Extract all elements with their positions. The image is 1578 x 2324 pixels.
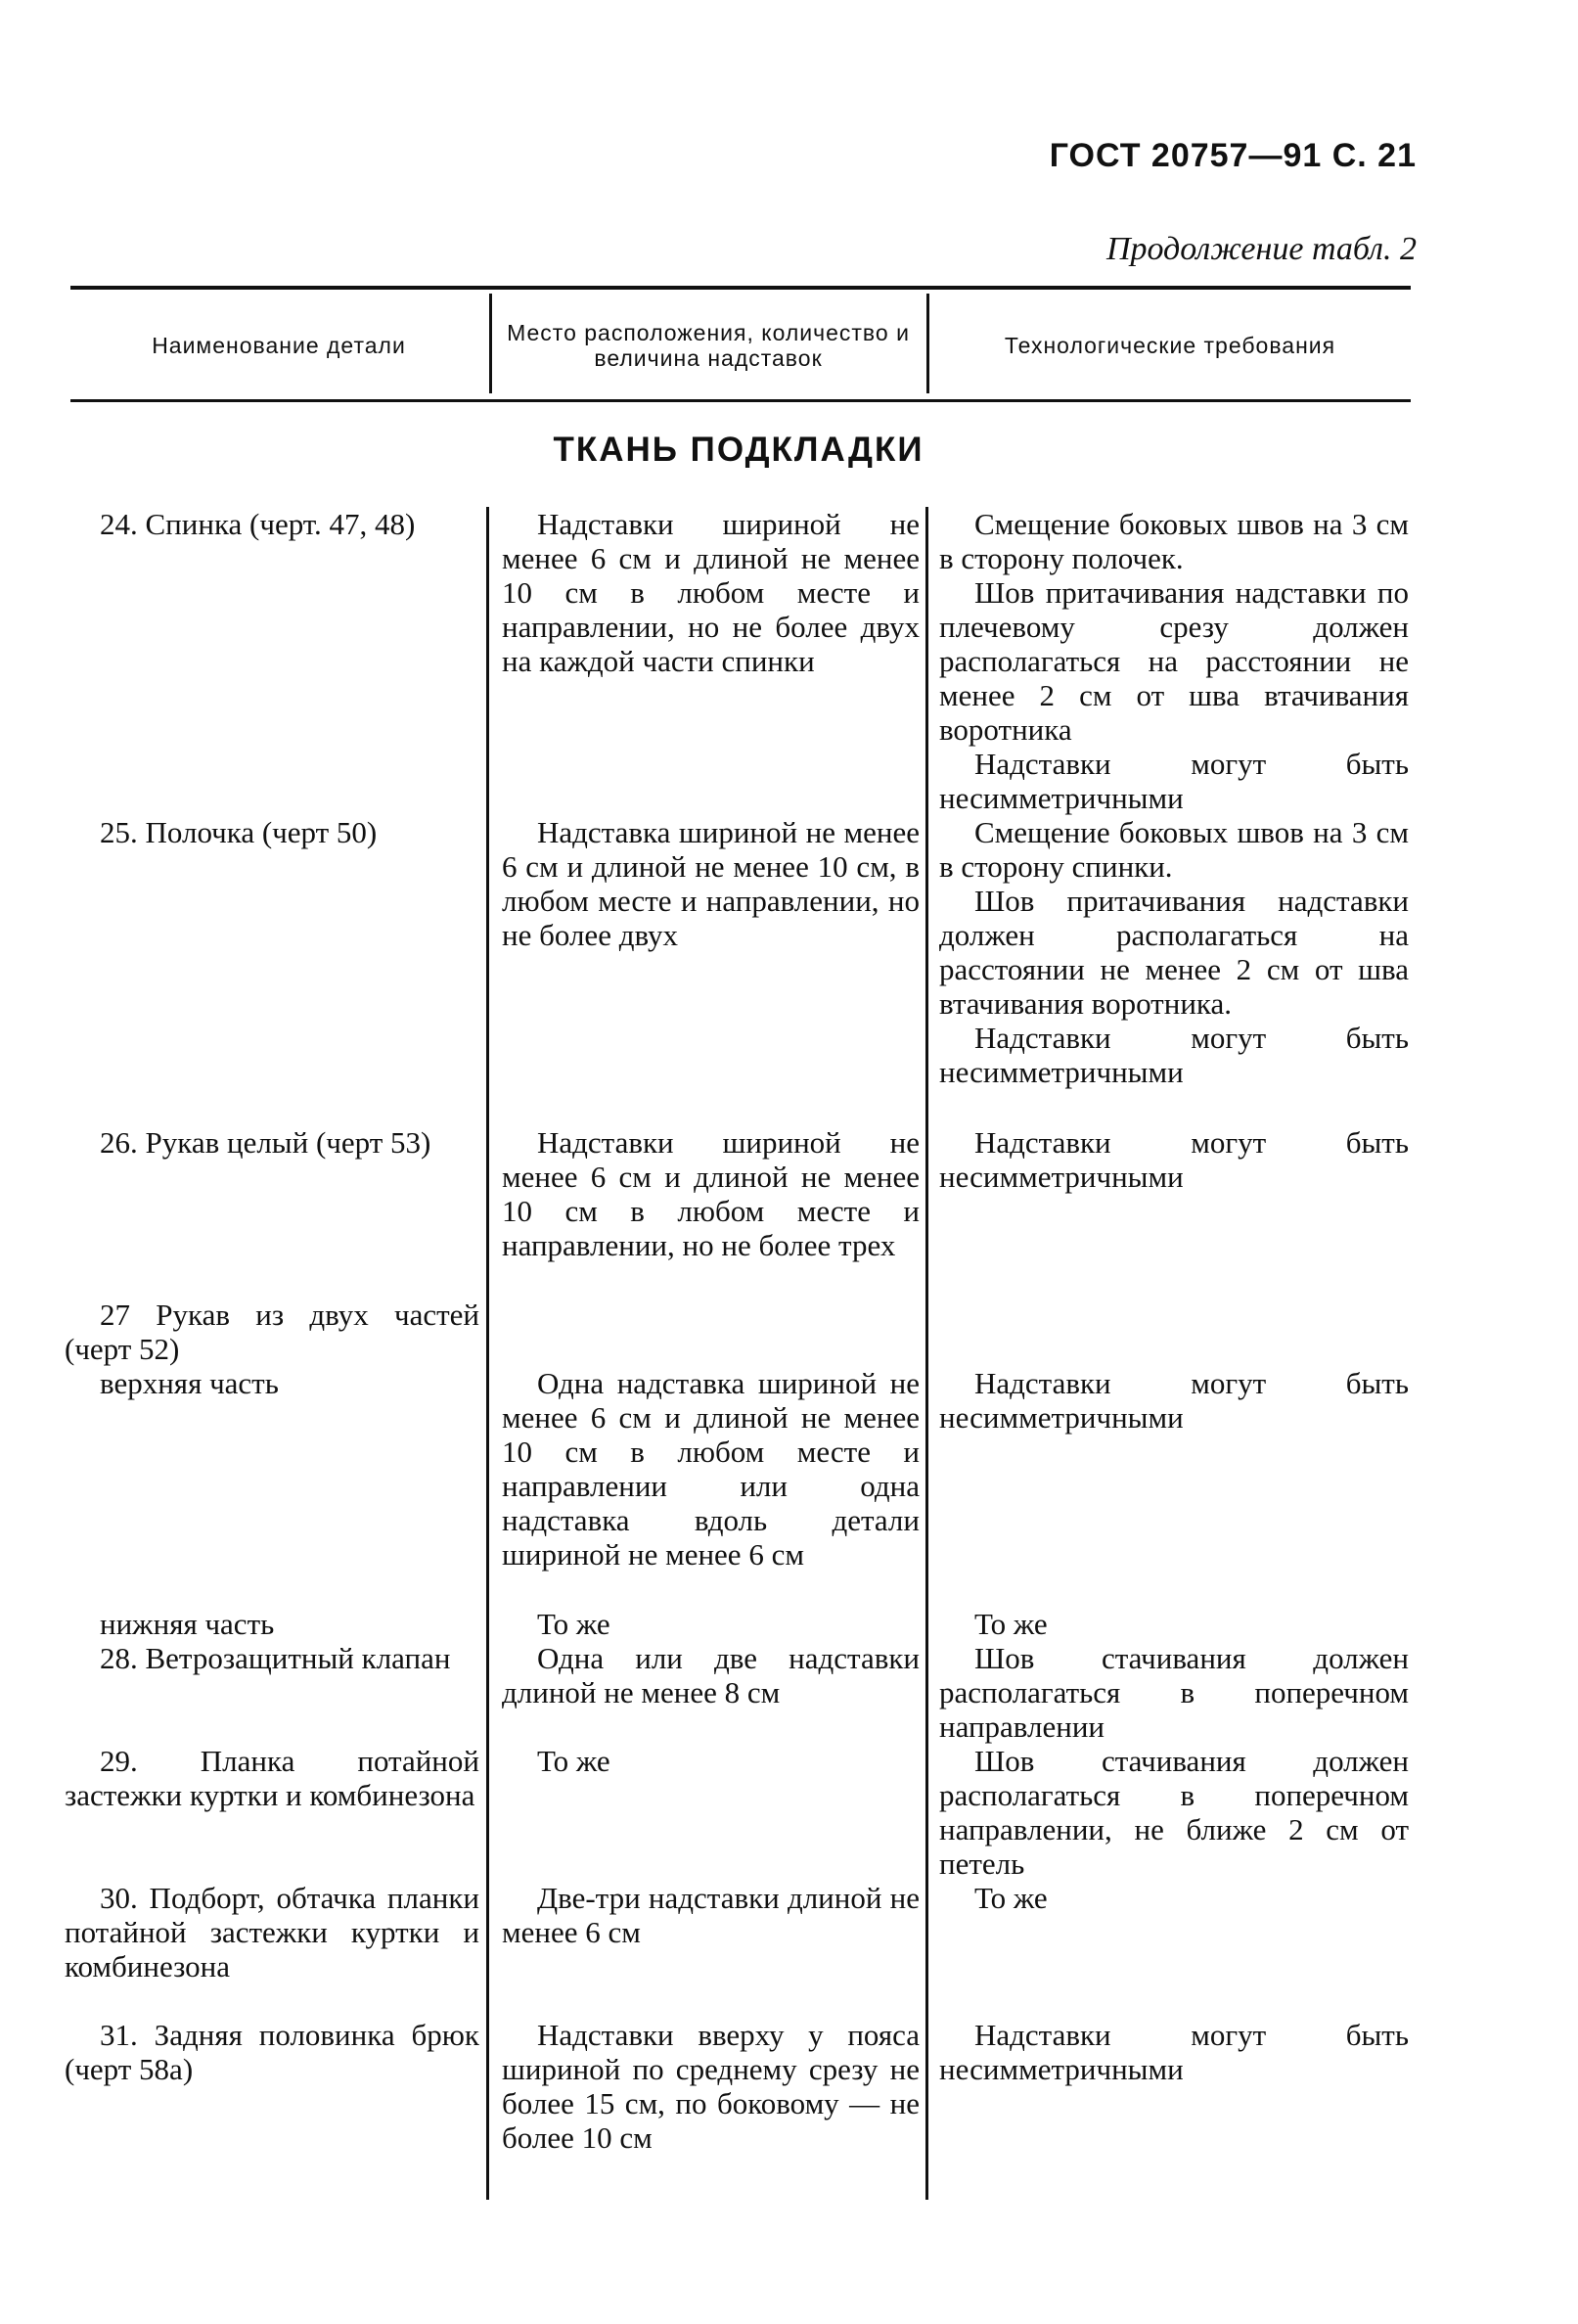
requirement-text: Надставки могут быть несимметричными <box>939 2018 1409 2086</box>
table-row-placement <box>502 1607 920 1641</box>
table-row-requirements <box>939 1641 1409 1744</box>
requirement-text: Надставки могут быть несимметричными <box>939 1366 1409 1435</box>
placement-text: Две-три надставки длиной не менее 6 см <box>502 1881 920 1949</box>
table-row-requirements <box>939 2018 1409 2086</box>
table-row-requirements <box>939 1881 1409 1915</box>
table-row-name <box>65 815 479 849</box>
table-row-requirements <box>939 507 1409 815</box>
table-row-placement <box>502 1744 920 1778</box>
section-title: ТКАНЬ ПОДКЛАДКИ <box>553 431 924 469</box>
requirement-text: Шов притачивания надставки по плечевому срезу должен располагаться на расстоянии не менее 2 см от шва втачивания воротника <box>939 575 1409 747</box>
requirement-text: Шов стачивания должен располагаться в поперечном направлении <box>939 1641 1409 1744</box>
table-row-name <box>65 1744 479 1812</box>
column-header-placement: Место расположения, количество и величина надставок <box>507 320 910 371</box>
part-name: нижняя часть <box>100 1607 275 1641</box>
table-row-requirements <box>939 1744 1409 1881</box>
part-name: 27 Рукав из двух частей (черт 52) <box>65 1298 479 1366</box>
table-header-rule <box>70 399 1411 402</box>
requirement-text: Шов стачивания должен располагаться в поперечном направлении, не ближе 2 см от петель <box>939 1744 1409 1881</box>
table-row-placement <box>502 1881 920 1949</box>
part-name: 28. Ветрозащитный клапан <box>100 1641 451 1675</box>
table-row-requirements <box>939 1607 1409 1641</box>
requirement-text: Смещение боковых швов на 3 см в сторону полочек. <box>939 507 1409 575</box>
table-row-requirements <box>939 1125 1409 1194</box>
table-row-placement <box>502 815 920 952</box>
placement-text: Надставки вверху у пояса шириной по среднему срезу не более 15 см, по боковому — не более 10 см <box>502 2018 920 2155</box>
requirement-text: Надставки могут быть несимметричными <box>939 1125 1409 1194</box>
table-row-name <box>65 1607 479 1641</box>
placement-text: Одна надставка шириной не менее 6 см и длиной не менее 10 см в любом месте и направлении или одна надставка вдоль детали шириной не менее 6 см <box>502 1366 920 1572</box>
placement-text: Надставки шириной не менее 6 см и длиной не менее 10 см в любом месте и направлении, но не более двух на каждой части спинки <box>502 507 920 678</box>
column-header-requirements: Технологические требования <box>1004 333 1336 358</box>
placement-text: Надставка шириной не менее 6 см и длиной не менее 10 см, в любом месте и направлении, но не более двух <box>502 815 920 952</box>
placement-text: То же <box>537 1744 610 1778</box>
requirement-text: То же <box>974 1881 1048 1915</box>
table-row-name <box>65 1298 479 1366</box>
table-row-name <box>65 1641 479 1675</box>
table-top-rule <box>70 286 1411 290</box>
table-row-name <box>65 1125 479 1160</box>
requirement-text: Шов притачивания надставки должен располагаться на расстоянии не менее 2 см от шва втачивания воротника. <box>939 884 1409 1021</box>
placement-text: То же <box>537 1607 610 1641</box>
table-row-name <box>65 2018 479 2086</box>
table-row-placement <box>502 1366 920 1572</box>
part-name: 24. Спинка (черт. 47, 48) <box>100 507 416 541</box>
table-row-name <box>65 1881 479 1983</box>
table-row-placement <box>502 1641 920 1709</box>
standard-code: ГОСТ 20757—91 С. 21 <box>1049 137 1417 174</box>
column-header-part-name: Наименование детали <box>152 333 406 358</box>
part-name: верхняя часть <box>100 1366 279 1400</box>
placement-text: Надставки шириной не менее 6 см и длиной не менее 10 см в любом месте и направлении, но не более трех <box>502 1125 920 1262</box>
requirement-text: Смещение боковых швов на 3 см в сторону спинки. <box>939 815 1409 884</box>
part-name: 29. Планка потайной застежки куртки и комбинезона <box>65 1744 479 1812</box>
part-name: 25. Полочка (черт 50) <box>100 815 378 849</box>
table-row-requirements <box>939 1366 1409 1435</box>
requirement-text: Надставки могут быть несимметричными <box>939 1021 1409 1089</box>
requirement-text: То же <box>974 1607 1048 1641</box>
part-name: 31. Задняя половинка брюк (черт 58а) <box>65 2018 479 2086</box>
table-row-placement <box>502 2018 920 2155</box>
placement-text: Одна или две надставки длиной не менее 8 см <box>502 1641 920 1709</box>
body-column-divider <box>925 507 928 2200</box>
requirement-text: Надставки могут быть несимметричными <box>939 747 1409 815</box>
table-row-name <box>65 507 479 541</box>
table-row-requirements <box>939 815 1409 1089</box>
table-row-placement <box>502 1125 920 1262</box>
part-name: 26. Рукав целый (черт 53) <box>100 1125 431 1160</box>
header-column-divider <box>489 294 492 393</box>
table-row-name <box>65 1366 479 1400</box>
table-row-placement <box>502 507 920 678</box>
part-name: 30. Подборт, обтачка планки потайной застежки куртки и комбинезона <box>65 1881 479 1983</box>
header-column-divider <box>926 294 929 393</box>
table-continuation-label: Продолжение табл. 2 <box>1105 231 1417 267</box>
body-column-divider <box>486 507 489 2200</box>
